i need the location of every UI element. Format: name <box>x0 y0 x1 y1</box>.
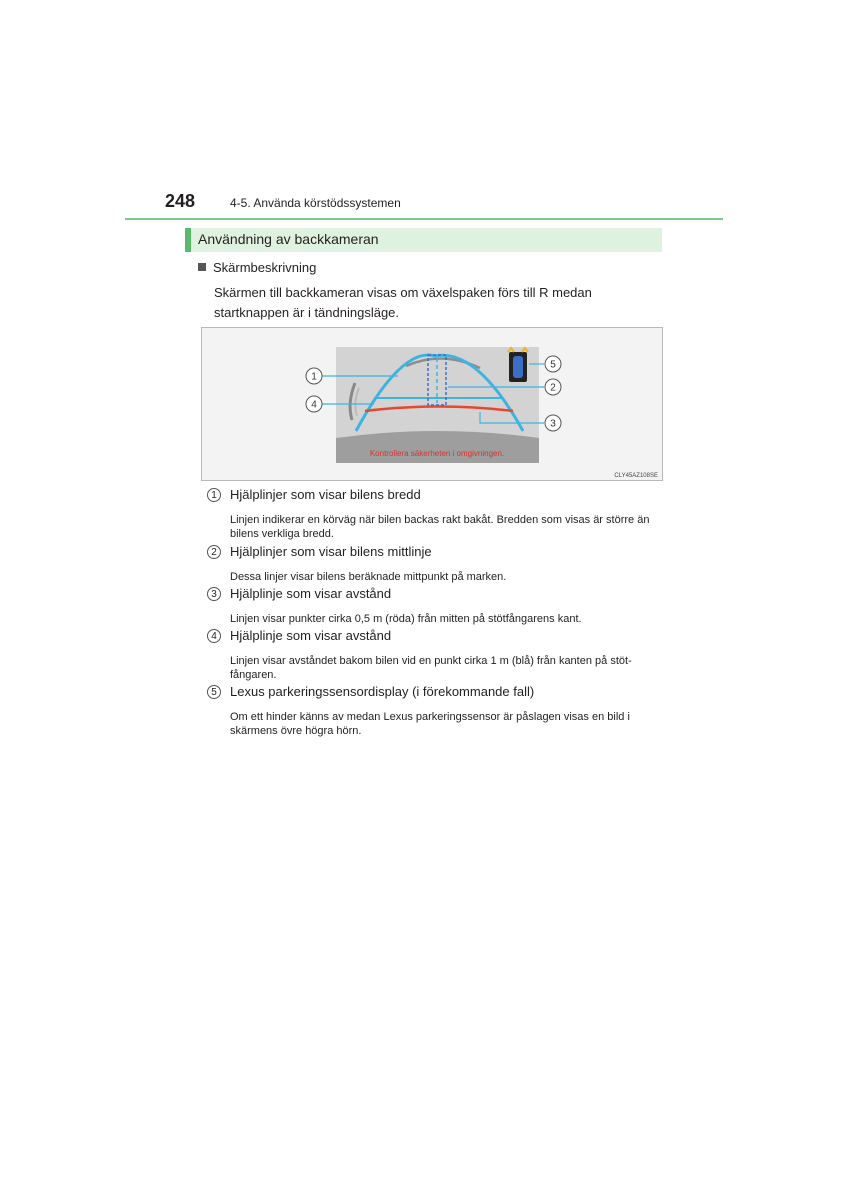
page-header <box>125 190 723 220</box>
car-top-view-icon <box>513 356 523 378</box>
section-title: Användning av backkameran <box>198 231 379 247</box>
intro-paragraph: Skärmen till backkameran visas om växelspaken förs till R medan startknappen är i tändningsläge. <box>214 285 592 320</box>
bumper-area <box>336 431 539 463</box>
number-badge: 3 <box>207 587 221 601</box>
item-description: Linjen visar punkter cirka 0,5 m (röda) från mitten på stötfångarens kant. <box>230 613 582 625</box>
callout-4 <box>306 396 322 412</box>
item-title: Lexus parkeringssensordisplay (i förekommande fall) <box>230 684 535 699</box>
section-heading-bar <box>185 228 662 252</box>
number-badge: 1 <box>207 488 221 502</box>
svg-text:5: 5 <box>550 359 556 371</box>
callout-3 <box>545 415 561 431</box>
screen-message: Kontrollera säkerheten i omgivningen. <box>369 449 505 458</box>
subsection-heading <box>198 260 316 275</box>
callout-2 <box>545 379 561 395</box>
camera-screen-figure <box>201 327 663 481</box>
item-title: Hjälplinjer som visar bilens mittlinje <box>230 544 432 559</box>
subsection-title: Skärmbeskrivning <box>213 260 317 275</box>
item-description: Linjen visar avståndet bakom bilen vid en punkt cirka 1 m (blå) från kanten på stöt-fångaren. <box>230 655 632 681</box>
square-bullet-icon <box>198 263 206 271</box>
svg-text:2: 2 <box>550 382 556 394</box>
figure-code: CLY45AZ108SE <box>614 473 658 479</box>
item-title: Hjälplinjer som visar bilens bredd <box>230 487 421 502</box>
number-badge: 5 <box>207 685 221 699</box>
item-title: Hjälplinje som visar avstånd <box>230 586 392 601</box>
item-title: Hjälplinje som visar avstånd <box>230 628 392 643</box>
svg-text:3: 3 <box>550 418 556 430</box>
number-badge: 4 <box>207 629 221 643</box>
item-description: Dessa linjer visar bilens beräknade mittpunkt på marken. <box>230 571 507 583</box>
item-description: Om ett hinder känns av medan Lexus parkeringssensor är påslagen visas en bild i skärmens övre högra hörn. <box>230 711 630 737</box>
number-badge: 2 <box>207 545 221 559</box>
callout-1 <box>306 368 322 384</box>
camera-screen-illustration <box>202 328 664 482</box>
item-description: Linjen indikerar en körväg när bilen backas rakt bakåt. Bredden som visas är större än bilens verkliga bredd. <box>230 514 650 540</box>
svg-text:1: 1 <box>311 371 317 383</box>
svg-text:4: 4 <box>311 399 317 411</box>
callout-5 <box>545 356 561 372</box>
chapter-title: 4-5. Använda körstödssystemen <box>230 196 401 210</box>
page-number: 248 <box>165 191 196 211</box>
